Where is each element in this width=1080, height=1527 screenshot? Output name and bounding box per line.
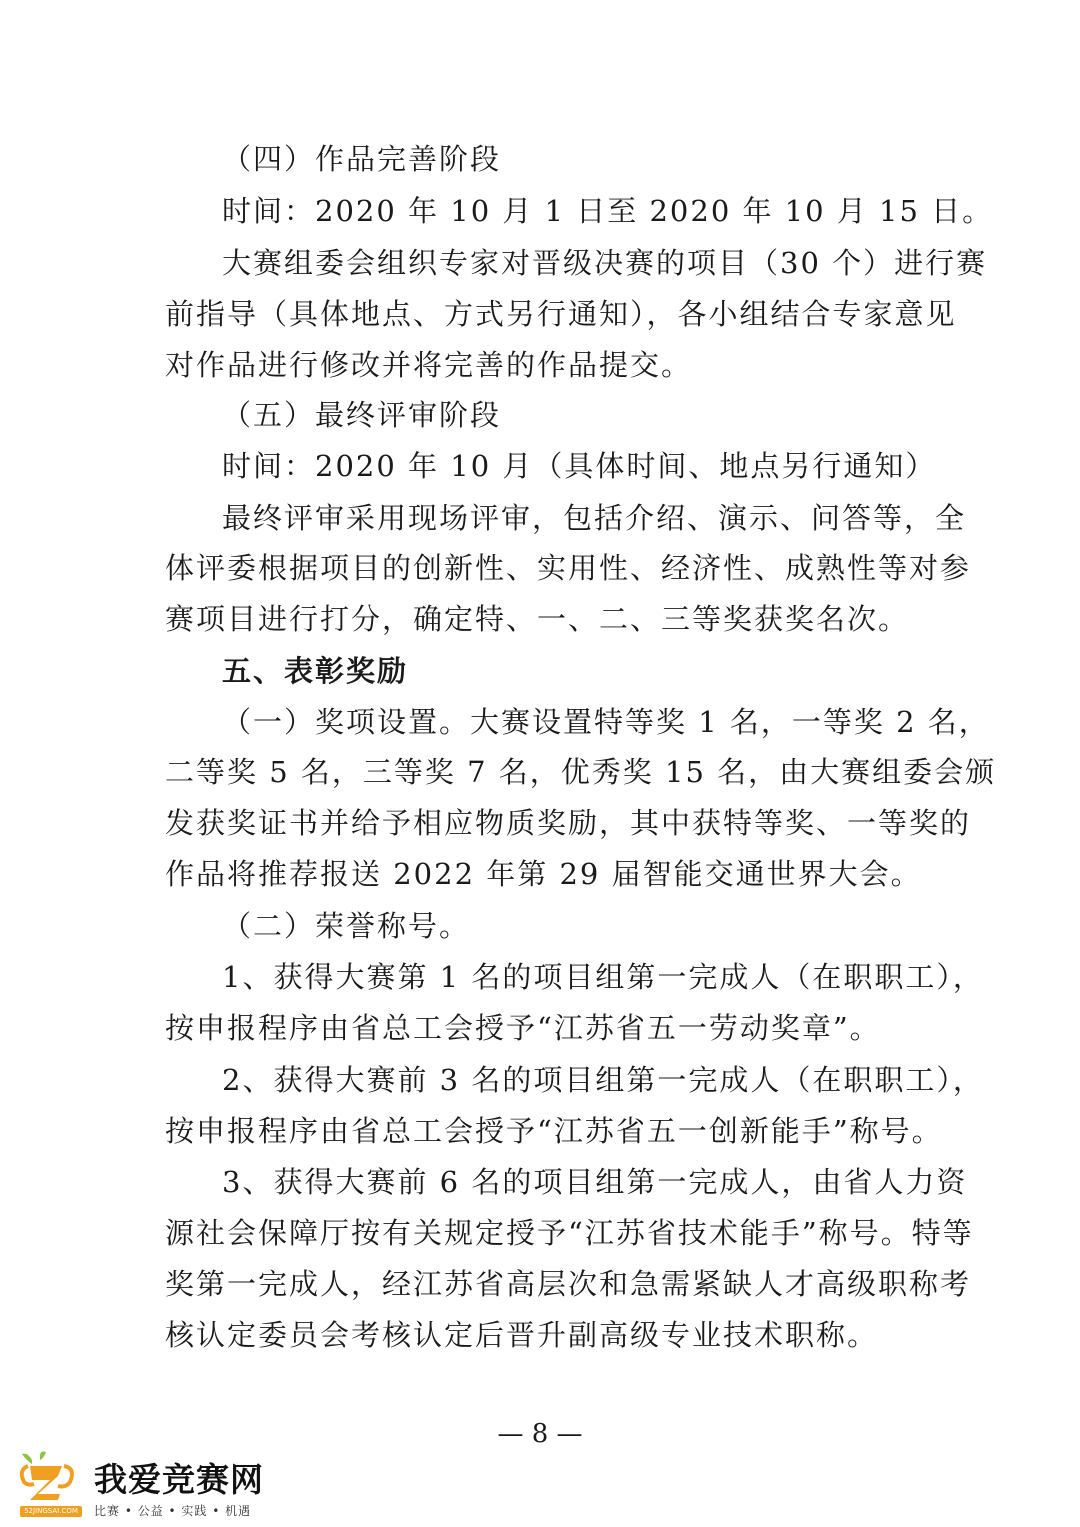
section-heading-awards: 五、表彰奖励 — [222, 654, 409, 688]
paragraph-line: 按申报程序由省总工会授予“江苏省五一创新能手”称号。 — [165, 1114, 943, 1148]
watermark-tagline: 比赛 • 公益 • 实践 • 机遇 — [94, 1504, 252, 1518]
paragraph-line: 1、获得大赛第 1 名的项目组第一完成人（在职职工）， — [222, 960, 984, 994]
paragraph-line: 时间：2020 年 10 月（具体时间、地点另行通知） — [222, 449, 937, 483]
paragraph-line: 大赛组委会组织专家对晋级决赛的项目（30 个）进行赛 — [222, 246, 988, 280]
subheading-honors: （二）荣誉称号。 — [222, 909, 471, 943]
paragraph-line: 奖第一完成人，经江苏省高层次和急需紧缺人才高级职称考 — [165, 1267, 972, 1301]
paragraph-line: 对作品进行修改并将完善的作品提交。 — [165, 348, 693, 382]
heading-stage-4: （四）作品完善阶段 — [222, 142, 502, 176]
paragraph-line: 体评委根据项目的创新性、实用性、经济性、成熟性等对参 — [165, 551, 972, 585]
watermark-logo — [18, 1450, 278, 1520]
paragraph-line: 赛项目进行打分，确定特、一、二、三等奖获奖名次。 — [165, 602, 910, 636]
paragraph-line: 2、获得大赛前 3 名的项目组第一完成人（在职职工）， — [222, 1063, 984, 1097]
paragraph-line: 二等奖 5 名，三等奖 7 名，优秀奖 15 名，由大赛组委会颁 — [165, 755, 997, 789]
paragraph-line: 作品将推荐报送 2022 年第 29 届智能交通世界大会。 — [165, 857, 922, 891]
trophy-icon — [18, 1450, 86, 1510]
watermark-url: 52JINGSAI.COM — [20, 1506, 82, 1517]
heading-stage-5: （五）最终评审阶段 — [222, 398, 502, 432]
paragraph-line: 按申报程序由省总工会授予“江苏省五一劳动奖章”。 — [165, 1011, 881, 1045]
paragraph-line: 核认定委员会考核认定后晋升副高级专业技术职称。 — [165, 1318, 879, 1352]
page-number: — 8 — — [497, 1419, 583, 1449]
paragraph-line: 源社会保障厅按有关规定授予“江苏省技术能手”称号。特等 — [165, 1216, 974, 1250]
paragraph-line: 3、获得大赛前 6 名的项目组第一完成人，由省人力资 — [222, 1165, 968, 1199]
paragraph-line: （一）奖项设置。大赛设置特等奖 1 名，一等奖 2 名， — [222, 705, 990, 739]
paragraph-line: 最终评审采用现场评审，包括介绍、演示、问答等，全 — [222, 501, 967, 535]
watermark-title: 我爱竞赛网 — [94, 1460, 264, 1499]
paragraph-line: 时间：2020 年 10 月 1 日至 2020 年 10 月 15 日。 — [222, 194, 994, 228]
paragraph-line: 前指导（具体地点、方式另行通知），各小组结合专家意见 — [165, 297, 957, 331]
paragraph-line: 发获奖证书并给予相应物质奖励，其中获特等奖、一等奖的 — [165, 806, 972, 840]
